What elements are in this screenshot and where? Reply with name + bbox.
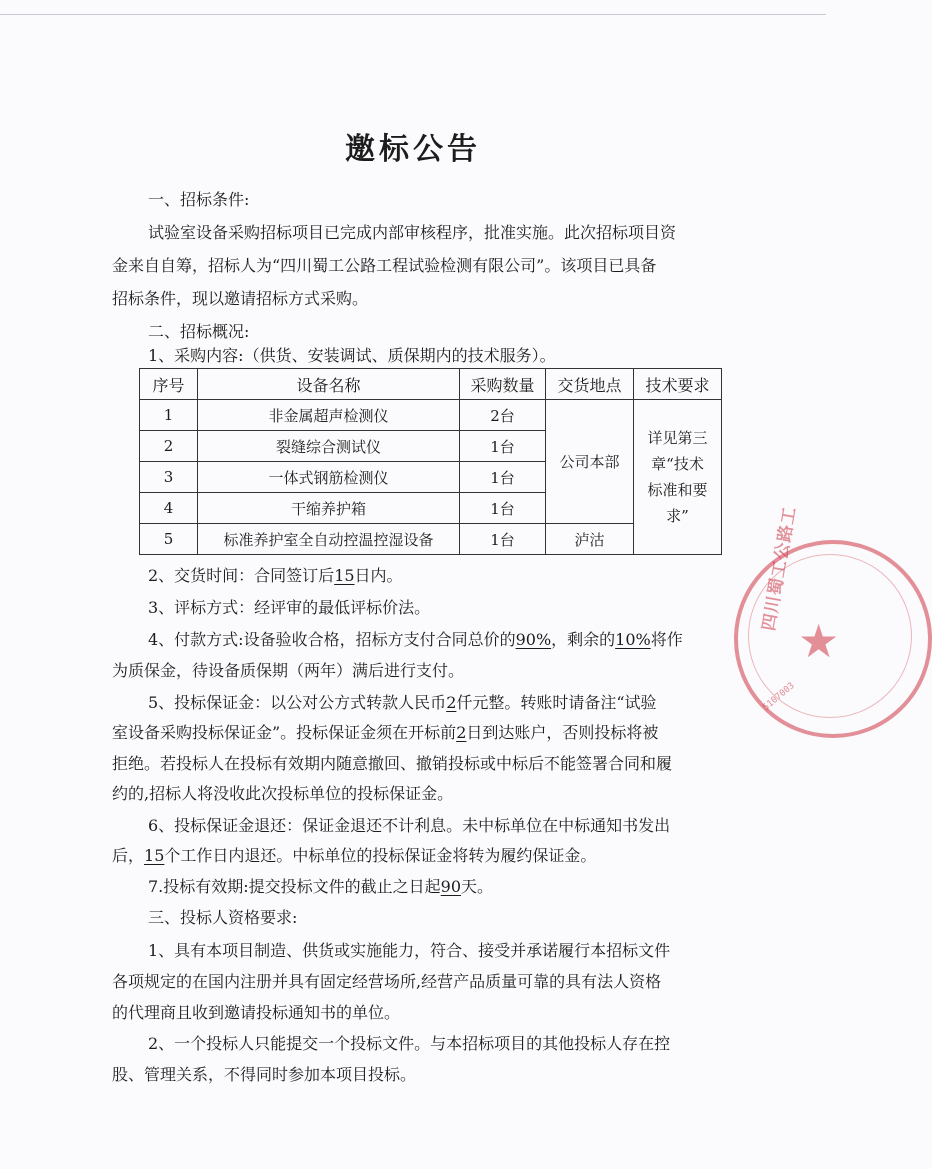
payment-method-line: 为质保金，待设备质保期（两年）满后进行支付。 [112, 661, 465, 680]
cell-name: 裂缝综合测试仪 [198, 431, 460, 462]
bid-validity: 7.投标有效期:提交投标文件的截止之日起90天。 [148, 877, 494, 896]
bid-bond-line: 拒绝。若投标人在投标有效期内随意撤回、撤销投标或中标后不能签署合同和履 [112, 754, 673, 773]
table-row [140, 400, 722, 431]
bid-bond-line: 约的,招标人将没收此次投标单位的投标保证金。 [112, 784, 454, 803]
seal-code: 5107003 [761, 680, 797, 714]
equipment-table [139, 368, 722, 555]
delivery-days: 15 [334, 566, 355, 585]
payment-method: 4、付款方式:设备验收合格，招标方支付合同总价的90%，剩余的10%将作 [148, 630, 683, 649]
cell-name: 一体式钢筋检测仪 [198, 462, 460, 493]
cell-no: 2 [140, 431, 198, 462]
section1-line: 招标条件，现以邀请招标方式采购。 [112, 289, 369, 308]
tech-line: 求” [666, 507, 689, 525]
cell-location: 泸沽 [546, 524, 634, 555]
bond-amount: 2 [446, 693, 457, 712]
cell-qty: 1台 [460, 431, 546, 462]
cell-qty: 1台 [460, 462, 546, 493]
col-header-qty: 采购数量 [460, 369, 546, 400]
cell-name: 非金属超声检测仪 [198, 400, 460, 431]
purchase-content: 1、采购内容:（供货、安装调试、质保期内的技术服务）。 [148, 346, 556, 365]
qualification-line: 1、具有本项目制造、供货或实施能力，符合、接受并承诺履行本招标文件 [148, 941, 671, 960]
table-header-row [140, 369, 722, 400]
cell-qty: 1台 [460, 524, 546, 555]
section1-line: 试验室设备采购招标项目已完成内部审核程序，批准实施。此次招标项目资 [148, 223, 677, 242]
col-header-tech: 技术要求 [634, 369, 722, 400]
qualification-line: 各项规定的在国内注册并具有固定经营场所,经营产品质量可靠的具有法人资格 [112, 972, 662, 991]
col-header-location: 交货地点 [546, 369, 634, 400]
section1-line: 金来自自筹，招标人为“四川蜀工公路工程试验检测有限公司”。该项目已具备 [112, 256, 657, 275]
retention-pct: 10% [615, 630, 651, 649]
payment-pct: 90% [515, 630, 552, 649]
bond-refund-line: 后，15个工作日内退还。中标单位的投标保证金将转为履约保证金。 [112, 846, 597, 865]
qualification-line: 的代理商且收到邀请投标通知书的单位。 [112, 1003, 401, 1022]
evaluation-method: 3、评标方式：经评审的最低评标价法。 [148, 598, 431, 617]
cell-no: 3 [140, 462, 198, 493]
bid-bond: 5、投标保证金：以公对公方式转款人民币2仟元整。转账时请备注“试验 [148, 693, 657, 712]
cell-qty: 2台 [460, 400, 546, 431]
refund-days: 15 [144, 846, 165, 865]
cell-no: 1 [140, 400, 198, 431]
cell-location: 公司本部 [546, 400, 634, 524]
seal-inner-ring [748, 554, 912, 718]
tech-line: 详见第三 [647, 429, 708, 447]
validity-days: 90 [440, 877, 462, 896]
page-title: 邀标公告 [345, 132, 481, 167]
cell-tech-requirement [634, 400, 722, 555]
col-header-name: 设备名称 [198, 369, 460, 400]
tech-line: 章“技术 [651, 455, 704, 473]
qualification-line: 股、管理关系，不得同时参加本项目投标。 [112, 1065, 417, 1084]
company-seal [734, 504, 932, 738]
bond-refund: 6、投标保证金退还：保证金退还不计利息。未中标单位在中标通知书发出 [148, 816, 671, 835]
delivery-time: 2、交货时间：合同签订后15日内。 [148, 566, 403, 585]
seal-text: 四川蜀工公路工 [758, 504, 801, 633]
top-rule [0, 14, 826, 15]
seal-star-icon: ★ [798, 614, 840, 668]
cell-name: 标准养护室全自动控温控湿设备 [198, 524, 460, 555]
section2-heading: 二、招标概况: [148, 322, 250, 341]
section3-heading: 三、投标人资格要求: [148, 908, 298, 927]
cell-no: 4 [140, 493, 198, 524]
bond-days: 2 [456, 723, 467, 742]
qualification-line: 2、一个投标人只能提交一个投标文件。与本招标项目的其他投标人存在控 [148, 1034, 671, 1053]
col-header-no: 序号 [140, 369, 198, 400]
bid-bond-line: 室设备采购投标保证金”。投标保证金须在开标前2日到达账户，否则投标将被 [112, 723, 659, 742]
section1-heading: 一、招标条件: [148, 190, 250, 209]
tech-line: 标准和要 [647, 481, 708, 499]
cell-no: 5 [140, 524, 198, 555]
cell-qty: 1台 [460, 493, 546, 524]
cell-name: 干缩养护箱 [198, 493, 460, 524]
